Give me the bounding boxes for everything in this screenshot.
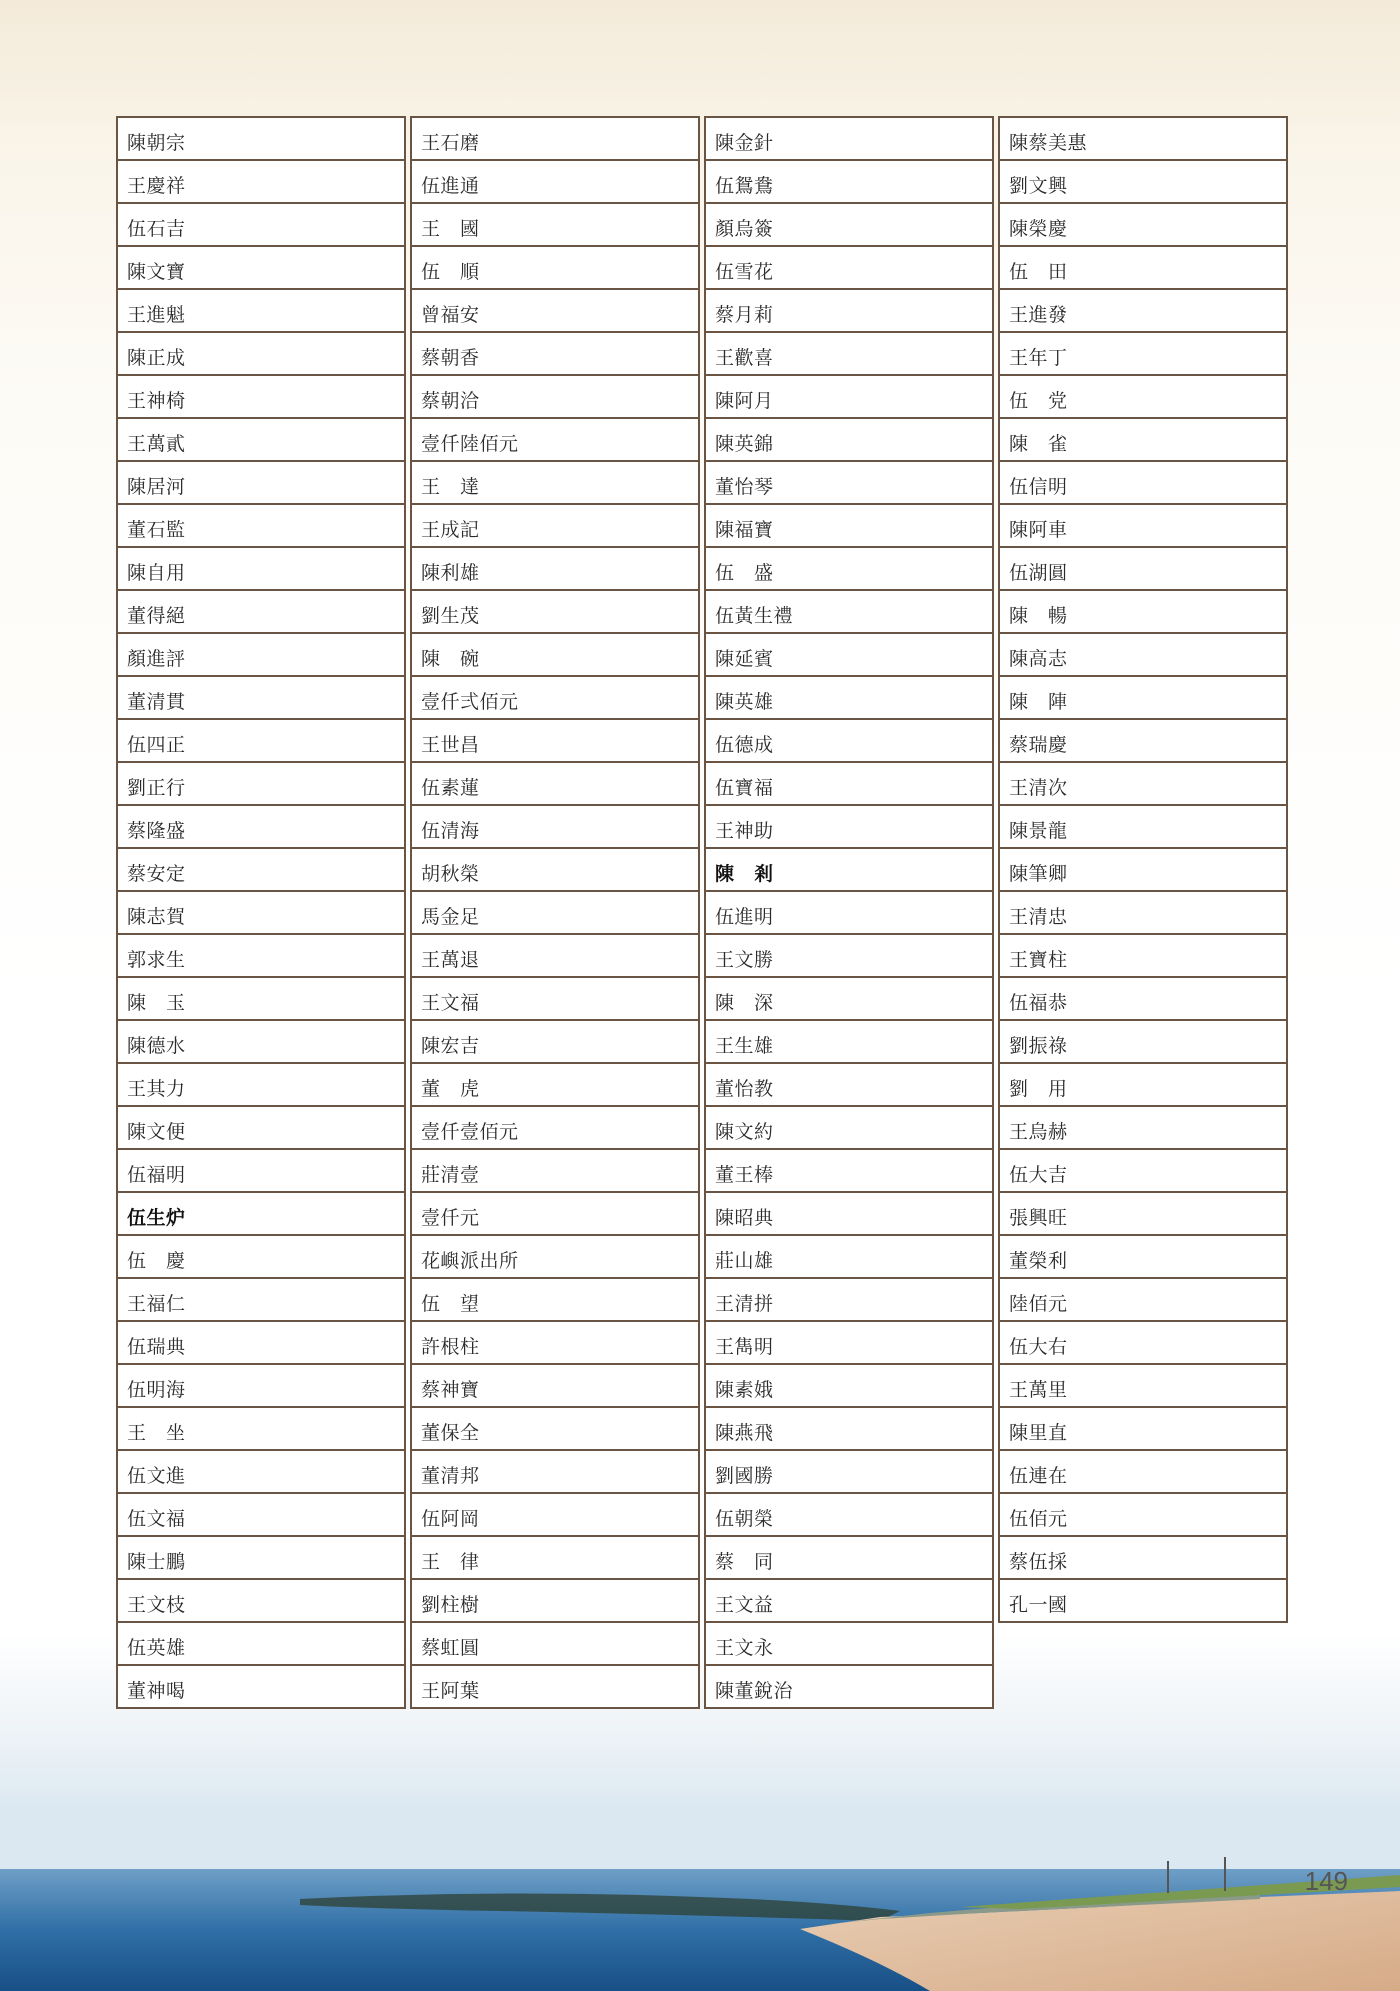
name-cell: 董 虎 [410, 1062, 700, 1107]
name-cell: 陳文約 [704, 1105, 994, 1150]
name-cell: 陳金針 [704, 116, 994, 161]
name-cell: 郭求生 [116, 933, 406, 978]
name-cell: 伍佰元 [998, 1492, 1288, 1537]
name-cell: 伍雪花 [704, 245, 994, 290]
name-cell: 伍石吉 [116, 202, 406, 247]
name-cell: 劉生茂 [410, 589, 700, 634]
name-cell: 王阿葉 [410, 1664, 700, 1709]
name-cell: 伍大吉 [998, 1148, 1288, 1193]
name-cell: 陳正成 [116, 331, 406, 376]
name-cell: 顏烏簽 [704, 202, 994, 247]
name-cell: 王神椅 [116, 374, 406, 419]
name-cell: 王萬里 [998, 1363, 1288, 1408]
name-cell: 伍阿岡 [410, 1492, 700, 1537]
name-cell: 伍寶福 [704, 761, 994, 806]
name-cell: 王其力 [116, 1062, 406, 1107]
name-cell: 王萬退 [410, 933, 700, 978]
name-cell: 蔡朝洽 [410, 374, 700, 419]
name-cell: 陳 碗 [410, 632, 700, 677]
name-cell: 陳文寶 [116, 245, 406, 290]
name-cell: 蔡月莉 [704, 288, 994, 333]
name-cell: 董王棒 [704, 1148, 994, 1193]
name-cell: 董榮利 [998, 1234, 1288, 1279]
name-cell: 陳里直 [998, 1406, 1288, 1451]
name-cell: 伍福恭 [998, 976, 1288, 1021]
name-cell: 王石磨 [410, 116, 700, 161]
name-cell: 伍清海 [410, 804, 700, 849]
name-cell: 伍黃生禮 [704, 589, 994, 634]
name-cell: 陳 玉 [116, 976, 406, 1021]
name-cell: 陳昭典 [704, 1191, 994, 1236]
name-cell: 伍文進 [116, 1449, 406, 1494]
name-cell: 壹仟弍佰元 [410, 675, 700, 720]
name-cell: 伍 順 [410, 245, 700, 290]
name-cell: 董怡教 [704, 1062, 994, 1107]
name-cell: 陳素娥 [704, 1363, 994, 1408]
name-cell: 伍進明 [704, 890, 994, 935]
name-cell: 王成記 [410, 503, 700, 548]
name-cell: 陳阿車 [998, 503, 1288, 548]
name-cell: 陸佰元 [998, 1277, 1288, 1322]
name-cell: 王烏赫 [998, 1105, 1288, 1150]
name-cell: 王福仁 [116, 1277, 406, 1322]
name-cell: 王年丁 [998, 331, 1288, 376]
name-cell: 許根柱 [410, 1320, 700, 1365]
name-cell: 王清拼 [704, 1277, 994, 1322]
name-cell: 陳朝宗 [116, 116, 406, 161]
name-cell: 陳 深 [704, 976, 994, 1021]
name-cell: 陳志賀 [116, 890, 406, 935]
name-cell: 王萬貳 [116, 417, 406, 462]
name-cell: 王進魁 [116, 288, 406, 333]
name-cell: 蔡安定 [116, 847, 406, 892]
name-cell: 王慶祥 [116, 159, 406, 204]
name-cell: 蔡 同 [704, 1535, 994, 1580]
name-cell: 孔一國 [998, 1578, 1288, 1623]
name-cell: 王生雄 [704, 1019, 994, 1064]
name-cell: 伍鴛鴦 [704, 159, 994, 204]
name-cell: 陳士鵬 [116, 1535, 406, 1580]
name-cell: 陳 暢 [998, 589, 1288, 634]
name-cell: 壹仟元 [410, 1191, 700, 1236]
name-cell: 伍英雄 [116, 1621, 406, 1666]
name-cell: 陳英錦 [704, 417, 994, 462]
name-cell: 壹仟陸佰元 [410, 417, 700, 462]
name-cell: 伍素蓮 [410, 761, 700, 806]
name-cell: 馬金足 [410, 890, 700, 935]
name-cell: 陳利雄 [410, 546, 700, 591]
coastline-photo [0, 1841, 1400, 1991]
name-column-3 [704, 116, 994, 1709]
name-cell: 劉國勝 [704, 1449, 994, 1494]
name-table [116, 116, 1288, 1709]
name-cell: 陳 剎 [704, 847, 994, 892]
name-column-2 [410, 116, 700, 1709]
name-cell: 董怡琴 [704, 460, 994, 505]
name-cell: 蔡瑞慶 [998, 718, 1288, 763]
name-cell: 伍四正 [116, 718, 406, 763]
name-cell: 伍進通 [410, 159, 700, 204]
name-cell: 王雋明 [704, 1320, 994, 1365]
name-cell: 董石監 [116, 503, 406, 548]
name-cell: 蔡神寶 [410, 1363, 700, 1408]
name-cell: 王文勝 [704, 933, 994, 978]
name-cell: 伍湖圓 [998, 546, 1288, 591]
name-cell: 王寶柱 [998, 933, 1288, 978]
name-cell: 王 律 [410, 1535, 700, 1580]
name-cell: 伍 望 [410, 1277, 700, 1322]
name-cell: 陳榮慶 [998, 202, 1288, 247]
name-cell: 伍朝榮 [704, 1492, 994, 1537]
name-cell: 陳燕飛 [704, 1406, 994, 1451]
name-cell: 王世昌 [410, 718, 700, 763]
name-cell: 蔡伍採 [998, 1535, 1288, 1580]
name-cell: 陳 雀 [998, 417, 1288, 462]
name-cell: 胡秋榮 [410, 847, 700, 892]
name-cell: 劉文興 [998, 159, 1288, 204]
name-cell: 陳德水 [116, 1019, 406, 1064]
name-cell: 陳自用 [116, 546, 406, 591]
name-cell: 陳宏吉 [410, 1019, 700, 1064]
name-cell: 伍瑞典 [116, 1320, 406, 1365]
name-cell: 蔡朝香 [410, 331, 700, 376]
name-cell: 張興旺 [998, 1191, 1288, 1236]
name-cell: 伍文福 [116, 1492, 406, 1537]
name-cell: 陳延賓 [704, 632, 994, 677]
name-cell: 伍 盛 [704, 546, 994, 591]
name-column-1 [116, 116, 406, 1709]
name-cell: 蔡虹圓 [410, 1621, 700, 1666]
name-cell: 陳蔡美惠 [998, 116, 1288, 161]
name-cell: 伍 田 [998, 245, 1288, 290]
name-cell: 陳福寶 [704, 503, 994, 548]
name-cell: 伍德成 [704, 718, 994, 763]
name-cell: 陳居河 [116, 460, 406, 505]
name-cell: 伍明海 [116, 1363, 406, 1408]
name-cell: 董清貫 [116, 675, 406, 720]
name-cell: 顏進評 [116, 632, 406, 677]
name-cell: 壹仟壹佰元 [410, 1105, 700, 1150]
name-cell: 王神助 [704, 804, 994, 849]
name-cell: 王歡喜 [704, 331, 994, 376]
name-cell: 王文永 [704, 1621, 994, 1666]
name-cell: 劉振祿 [998, 1019, 1288, 1064]
name-cell: 陳董銳治 [704, 1664, 994, 1709]
name-cell: 伍連在 [998, 1449, 1288, 1494]
name-cell: 王 達 [410, 460, 700, 505]
name-cell: 蔡隆盛 [116, 804, 406, 849]
name-cell: 伍生炉 [116, 1191, 406, 1236]
name-column-4 [998, 116, 1288, 1709]
name-cell: 陳高志 [998, 632, 1288, 677]
name-cell: 陳文便 [116, 1105, 406, 1150]
name-cell: 王文福 [410, 976, 700, 1021]
name-cell: 伍 慶 [116, 1234, 406, 1279]
name-cell: 王進發 [998, 288, 1288, 333]
name-cell: 王 國 [410, 202, 700, 247]
name-cell: 劉 用 [998, 1062, 1288, 1107]
name-cell: 董保全 [410, 1406, 700, 1451]
name-cell: 莊清壹 [410, 1148, 700, 1193]
name-cell: 陳阿月 [704, 374, 994, 419]
name-cell: 伍信明 [998, 460, 1288, 505]
name-cell: 王清次 [998, 761, 1288, 806]
name-cell: 董清邦 [410, 1449, 700, 1494]
name-cell: 陳 陣 [998, 675, 1288, 720]
name-cell: 王文益 [704, 1578, 994, 1623]
name-cell: 伍 党 [998, 374, 1288, 419]
name-cell: 王文枝 [116, 1578, 406, 1623]
name-cell: 王 坐 [116, 1406, 406, 1451]
name-cell: 劉正行 [116, 761, 406, 806]
page-number: 149 [1304, 1866, 1348, 1896]
name-cell: 陳景龍 [998, 804, 1288, 849]
name-cell: 花嶼派出所 [410, 1234, 700, 1279]
name-cell: 陳筆卿 [998, 847, 1288, 892]
name-cell: 董神喝 [116, 1664, 406, 1709]
name-cell: 陳英雄 [704, 675, 994, 720]
name-cell: 伍大右 [998, 1320, 1288, 1365]
name-cell: 董得絕 [116, 589, 406, 634]
name-cell: 曾福安 [410, 288, 700, 333]
name-cell: 劉柱樹 [410, 1578, 700, 1623]
name-cell: 伍福明 [116, 1148, 406, 1193]
name-cell: 王清忠 [998, 890, 1288, 935]
name-cell: 莊山雄 [704, 1234, 994, 1279]
